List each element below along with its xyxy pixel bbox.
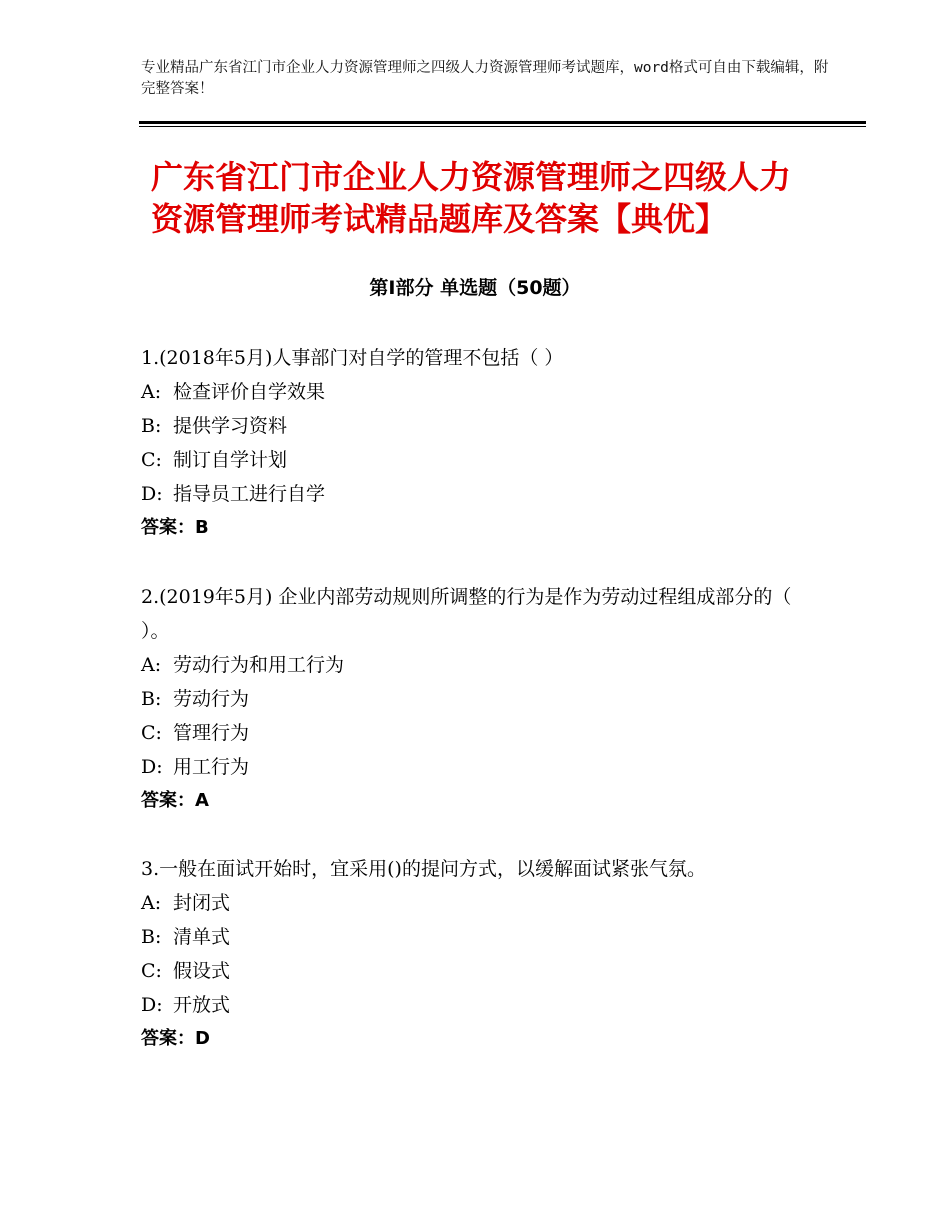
answer-label: 答案：B	[141, 517, 209, 538]
option-letter: D:	[141, 994, 163, 1016]
option-text: 管理行为	[173, 722, 250, 744]
section-heading: 第Ⅰ部分 单选题（50题）	[369, 277, 581, 299]
option-a	[141, 648, 821, 682]
question-2	[141, 580, 821, 818]
option-text: 提供学习资料	[173, 415, 288, 437]
header-note: 专业精品广东省江门市企业人力资源管理师之四级人力资源管理师考试题库，word格式可自由下载编辑，附完整答案！	[141, 60, 829, 97]
option-text: 清单式	[173, 926, 231, 948]
question-3	[141, 852, 821, 1056]
question-stem: 2.(2019年5月) 企业内部劳动规则所调整的行为是作为劳动过程组成部分的（ ）。	[141, 586, 817, 642]
answer-label: 答案：A	[141, 790, 209, 811]
option-letter: A:	[141, 654, 162, 676]
option-c	[141, 954, 821, 988]
option-letter: B:	[141, 926, 162, 948]
option-text: 指导员工进行自学	[173, 483, 326, 505]
option-letter: C:	[141, 722, 162, 744]
question-1	[141, 341, 821, 545]
option-letter: D:	[141, 756, 163, 778]
option-d	[141, 477, 821, 511]
option-letter: D:	[141, 483, 163, 505]
question-stem: 1.(2018年5月)人事部门对自学的管理不包括（ ）	[141, 347, 564, 369]
option-text: 开放式	[173, 994, 231, 1016]
option-letter: C:	[141, 960, 162, 982]
answer-label: 答案：D	[141, 1028, 210, 1049]
option-b	[141, 920, 821, 954]
option-text: 制订自学计划	[173, 449, 288, 471]
option-b	[141, 682, 821, 716]
option-text: 检查评价自学效果	[173, 381, 326, 403]
option-letter: A:	[141, 892, 162, 914]
option-b	[141, 409, 821, 443]
option-letter: B:	[141, 688, 162, 710]
header-divider-thin	[139, 126, 866, 127]
option-text: 假设式	[173, 960, 231, 982]
option-text: 劳动行为和用工行为	[173, 654, 345, 676]
option-a	[141, 375, 821, 409]
document-title: 广东省江门市企业人力资源管理师之四级人力资源管理师考试精品题库及答案【典优】	[151, 158, 792, 238]
option-c	[141, 443, 821, 477]
option-letter: A:	[141, 381, 162, 403]
option-letter: C:	[141, 449, 162, 471]
option-text: 用工行为	[173, 756, 250, 778]
option-a	[141, 886, 821, 920]
question-stem: 3.一般在面试开始时，宜采用()的提问方式，以缓解面试紧张气氛。	[141, 858, 706, 880]
option-text: 劳动行为	[173, 688, 250, 710]
option-d	[141, 988, 821, 1022]
option-text: 封闭式	[173, 892, 231, 914]
option-d	[141, 750, 821, 784]
header-divider-thick	[139, 121, 866, 124]
option-letter: B:	[141, 415, 162, 437]
option-c	[141, 716, 821, 750]
